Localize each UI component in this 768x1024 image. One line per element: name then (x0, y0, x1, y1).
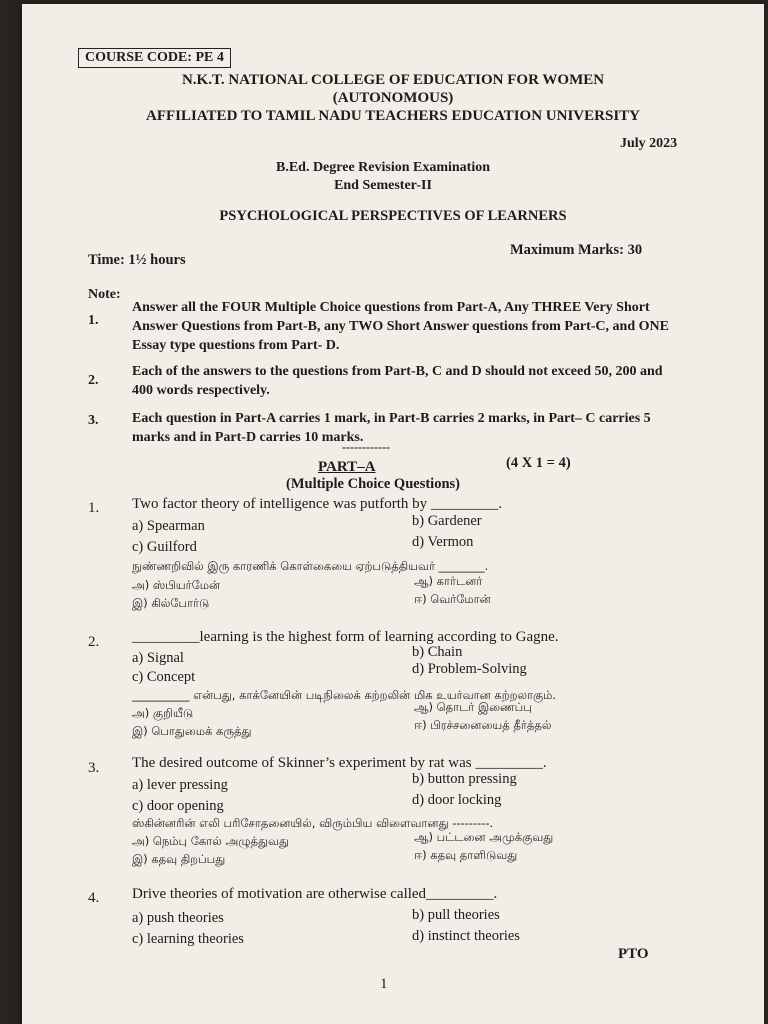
q2-tamil-option-d: ஈ) பிரச்சனையைத் தீர்த்தல் (414, 718, 552, 732)
q1-option-c: c) Guilford (132, 539, 197, 555)
exam-title: B.Ed. Degree Revision Examination (275, 160, 491, 175)
q1-option-d: d) Vermon (412, 534, 474, 550)
q4-option-d: d) instinct theories (412, 928, 520, 944)
note-3-text: Each question in Part-A carries 1 mark, in Part-B carries 2 marks, in Part– C carries 5 marks and in Part-D carries 10 marks. (132, 411, 651, 445)
q4-option-a: a) push theories (132, 910, 224, 926)
q1-tamil-option-b: ஆ) கார்டனர் (414, 574, 483, 588)
q3-option-c: c) door opening (132, 798, 224, 814)
q1-tamil-option-d: ஈ) வெர்மோன் (414, 592, 491, 606)
part-a-marks: (4 X 1 = 4) (506, 455, 571, 471)
q1-tamil-option-c: இ) கில்போர்டு (132, 596, 210, 610)
q3-tamil-option-b: ஆ) பட்டனை அமுக்குவது (414, 830, 554, 844)
exam-page (22, 4, 764, 1024)
q4-option-b: b) pull theories (412, 907, 500, 923)
q2-text: _________learning is the highest form of learning according to Gagne. (132, 629, 559, 645)
exam-date: July 2023 (620, 136, 678, 151)
subject-title: PSYCHOLOGICAL PERSPECTIVES OF LEARNERS (219, 208, 567, 224)
semester: End Semester-II (334, 178, 432, 193)
q4-text: Drive theories of motivation are otherwise called_________. (132, 886, 498, 902)
q2-option-c: c) Concept (132, 669, 196, 685)
q2-option-b: b) Chain (412, 644, 463, 660)
q2-tamil-option-a: அ) குறியீடு (132, 706, 194, 720)
q2-number: 2. (88, 634, 100, 650)
q2-tamil-text: __________ என்பது, காக்னேயின் படிநிலைக் கற்றலின் மிக உயர்வான கற்றலாகும். (132, 688, 557, 702)
max-marks: Maximum Marks: 30 (510, 242, 643, 258)
note-1-text: Answer all the FOUR Multiple Choice questions from Part-A, Any THREE Very Short Answer Questions from Part-B, any TWO Short Answer questions from Part-C, and ONE Essay type questions from Part- D. (132, 300, 669, 353)
q3-tamil-option-a: அ) நெம்பு கோல் அழுத்துவது (132, 834, 289, 848)
affiliation: AFFILIATED TO TAMIL NADU TEACHERS EDUCATION UNIVERSITY (146, 108, 640, 124)
q1-number: 1. (88, 500, 100, 516)
q1-tamil-option-a: அ) ஸ்பியர்மேன் (132, 578, 221, 592)
q2-option-d: d) Problem-Solving (412, 661, 527, 677)
course-code-box (78, 48, 231, 68)
college-name: N.K.T. NATIONAL COLLEGE OF EDUCATION FOR WOMEN (181, 72, 605, 88)
autonomous-label: (AUTONOMOUS) (332, 90, 454, 106)
part-a-title: PART–A (318, 459, 376, 475)
q3-option-d: d) door locking (412, 792, 502, 808)
q3-tamil-option-d: ஈ) கதவு தாளிடுவது (414, 848, 518, 862)
q3-tamil-text: ஸ்கின்னரின் எலி பரிசோதனையில், விரும்பிய விளைவானது ---------. (132, 816, 494, 830)
part-a-subtitle: (Multiple Choice Questions) (286, 476, 460, 492)
note-1-num: 1. (88, 313, 99, 328)
course-code: COURSE CODE: PE 4 (85, 50, 224, 65)
note-3-num: 3. (88, 413, 99, 428)
q3-option-b: b) button pressing (412, 771, 517, 787)
exam-time: Time: 1½ hours (88, 252, 186, 268)
q2-option-a: a) Signal (132, 650, 184, 666)
q1-option-a: a) Spearman (132, 518, 205, 534)
q4-option-c: c) learning theories (132, 931, 244, 947)
q4-number: 4. (88, 890, 100, 906)
note-title: Note: (88, 287, 121, 302)
q3-option-a: a) lever pressing (132, 777, 228, 793)
note-2-num: 2. (88, 373, 99, 388)
q3-number: 3. (88, 760, 100, 776)
q3-tamil-option-c: இ) கதவு திறப்பது (132, 852, 226, 866)
q1-text: Two factor theory of intelligence was putforth by _________. (132, 496, 503, 512)
q2-tamil-option-c: இ) பொதுமைக் கருத்து (132, 724, 252, 738)
note-2-text: Each of the answers to the questions from Part-B, C and D should not exceed 50, 200 and 400 words respectively. (132, 364, 663, 398)
q3-text: The desired outcome of Skinner’s experiment by rat was _________. (132, 755, 547, 771)
pto-label: PTO (618, 946, 649, 962)
q2-tamil-option-b: ஆ) தொடர் இணைப்பு (414, 700, 532, 714)
q1-option-b: b) Gardener (412, 513, 482, 529)
page-number: 1 (380, 976, 388, 992)
q1-tamil-text: நுண்ணறிவில் இரு காரணிக் கொள்கையை ஏற்படுத்தியவர் ________. (132, 559, 489, 573)
divider: ------------ (342, 440, 390, 454)
